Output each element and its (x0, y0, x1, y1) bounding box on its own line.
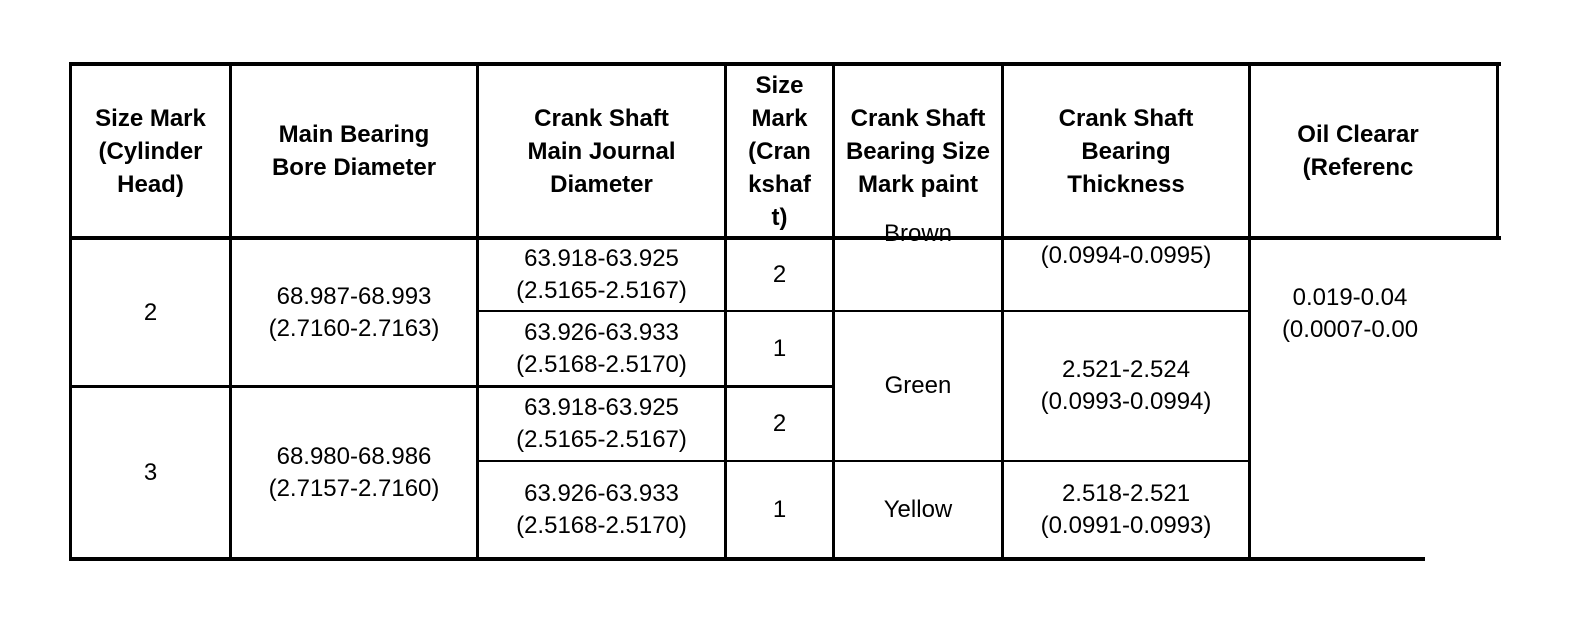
table-border-bottom (69, 557, 1425, 561)
paint-cell-brown (835, 220, 1001, 310)
paint-cell-yellow: Yellow (883, 495, 953, 523)
paint-cell-green: Green (884, 372, 952, 399)
table-border-right-header (1496, 62, 1499, 240)
paint-label-brown: Brown (883, 220, 953, 247)
header-size-mark-crankshaft: Size Mark (Cran kshaf t) (748, 71, 811, 231)
thickness-cell-3: 2.518-2.521 (0.0991-0.0993) (1040, 479, 1212, 539)
oil-clearance-value: 0.019-0.04 (0.0007-0.00 (1281, 284, 1419, 343)
bore-diameter-group-2: 68.980-68.986 (2.7157-2.7160) (268, 442, 440, 502)
header-crank-shaft-main-journal-diameter: Crank Shaft Main Journal Diameter (527, 104, 676, 198)
thickness-cell-1: (0.0994-0.0995) (1040, 242, 1212, 269)
size-mark-group-1: 2 (143, 298, 158, 326)
crank-size-mark-row-2: 1 (772, 334, 787, 362)
header-main-bearing-bore-diameter: Main Bearing Bore Diameter (271, 121, 437, 181)
journal-diameter-row-1: 63.918-63.925 (2.5165-2.5167) (516, 245, 687, 304)
crank-size-mark-row-4: 1 (772, 495, 787, 523)
crank-size-mark-row-3: 2 (772, 410, 787, 437)
crank-size-mark-row-1: 2 (772, 261, 787, 288)
header-size-mark-cylinder-head: Size Mark (Cylinder Head) (95, 104, 206, 198)
header-bearing-size-mark-paint: Crank Shaft Bearing Size Mark paint (845, 104, 991, 198)
thickness-cell-2: 2.521-2.524 (0.0993-0.0994) (1040, 356, 1212, 415)
oil-clearance-cell (1251, 240, 1425, 388)
header-bearing-thickness: Crank Shaft Bearing Thickness (1058, 104, 1194, 198)
header-oil-clearance: Oil Clearar (Referenc (1297, 121, 1419, 181)
journal-diameter-row-4: 63.926-63.933 (2.5168-2.5170) (516, 479, 687, 539)
bore-diameter-group-1: 68.987-68.993 (2.7160-2.7163) (268, 282, 440, 342)
journal-diameter-row-3: 63.918-63.925 (2.5165-2.5167) (516, 394, 687, 453)
journal-diameter-row-2: 63.926-63.933 (2.5168-2.5170) (516, 318, 687, 378)
size-mark-group-2: 3 (143, 458, 158, 486)
